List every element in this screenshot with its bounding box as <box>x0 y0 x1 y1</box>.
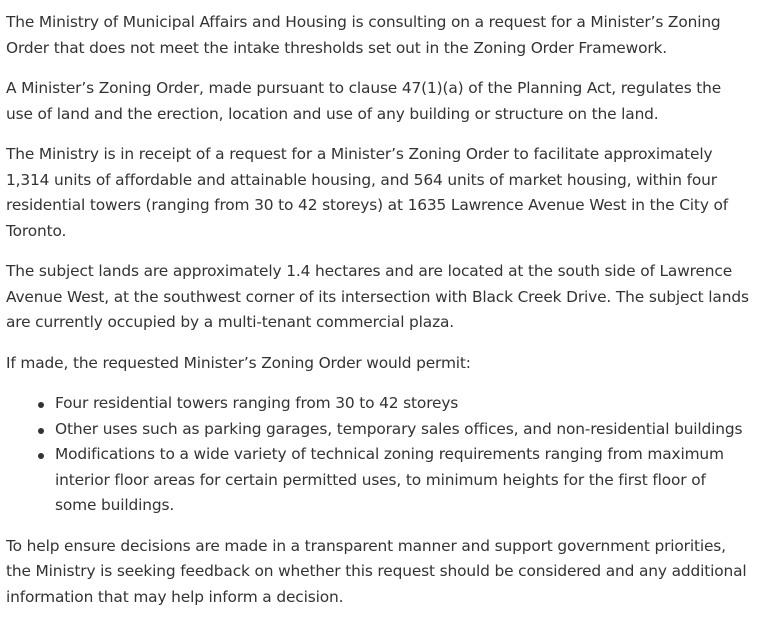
paragraph-closing: To help ensure decisions are made in a transparent manner and support government priorities, the Ministry is seeking feedback on whether this request should be considered and any additional information that may help inform a decision. <box>6 536 747 606</box>
permitted-uses-list <box>6 391 751 519</box>
list-item-text: Modifications to a wide variety of technical zoning requirements ranging from maximum interior floor areas for certain permitted uses, to minimum heights for the first floor of some buildings. <box>55 445 724 514</box>
paragraph-zoning-order-definition: A Minister’s Zoning Order, made pursuant to clause 47(1)(a) of the Planning Act, regulates the use of land and the erection, location and use of any building or structure on the land. <box>6 79 722 123</box>
list-item <box>55 442 751 519</box>
list-item-text: Other uses such as parking garages, temporary sales offices, and non-residential buildings <box>55 419 743 438</box>
paragraph-subject-lands: The subject lands are approximately 1.4 hectares and are located at the south side of Lawrence Avenue West, at the southwest corner of its intersection with Black Creek Drive. The subject lands are currently occupied by a multi-tenant commercial plaza. <box>6 262 749 331</box>
list-item <box>55 417 751 443</box>
list-item-text: Four residential towers ranging from 30 to 42 storeys <box>55 394 459 412</box>
paragraph-intro: The Ministry of Municipal Affairs and Housing is consulting on a request for a Minister’s Zoning Order that does not meet the intake thresholds set out in the Zoning Order Framework. <box>6 13 721 57</box>
bullet-icon <box>38 428 44 434</box>
document-body <box>6 10 751 625</box>
bullet-icon <box>38 453 44 459</box>
list-item <box>55 391 751 417</box>
paragraph-permit-intro: If made, the requested Minister’s Zoning Order would permit: <box>6 353 471 372</box>
bullet-icon <box>38 402 44 408</box>
paragraph-request-details: The Ministry is in receipt of a request for a Minister’s Zoning Order to facilitate approximately 1,314 units of affordable and attainable housing, and 564 units of market housing, within four residential towers (ranging from 30 to 42 storeys) at 1635 Lawrence Avenue West in the City of Toronto. <box>6 145 729 240</box>
